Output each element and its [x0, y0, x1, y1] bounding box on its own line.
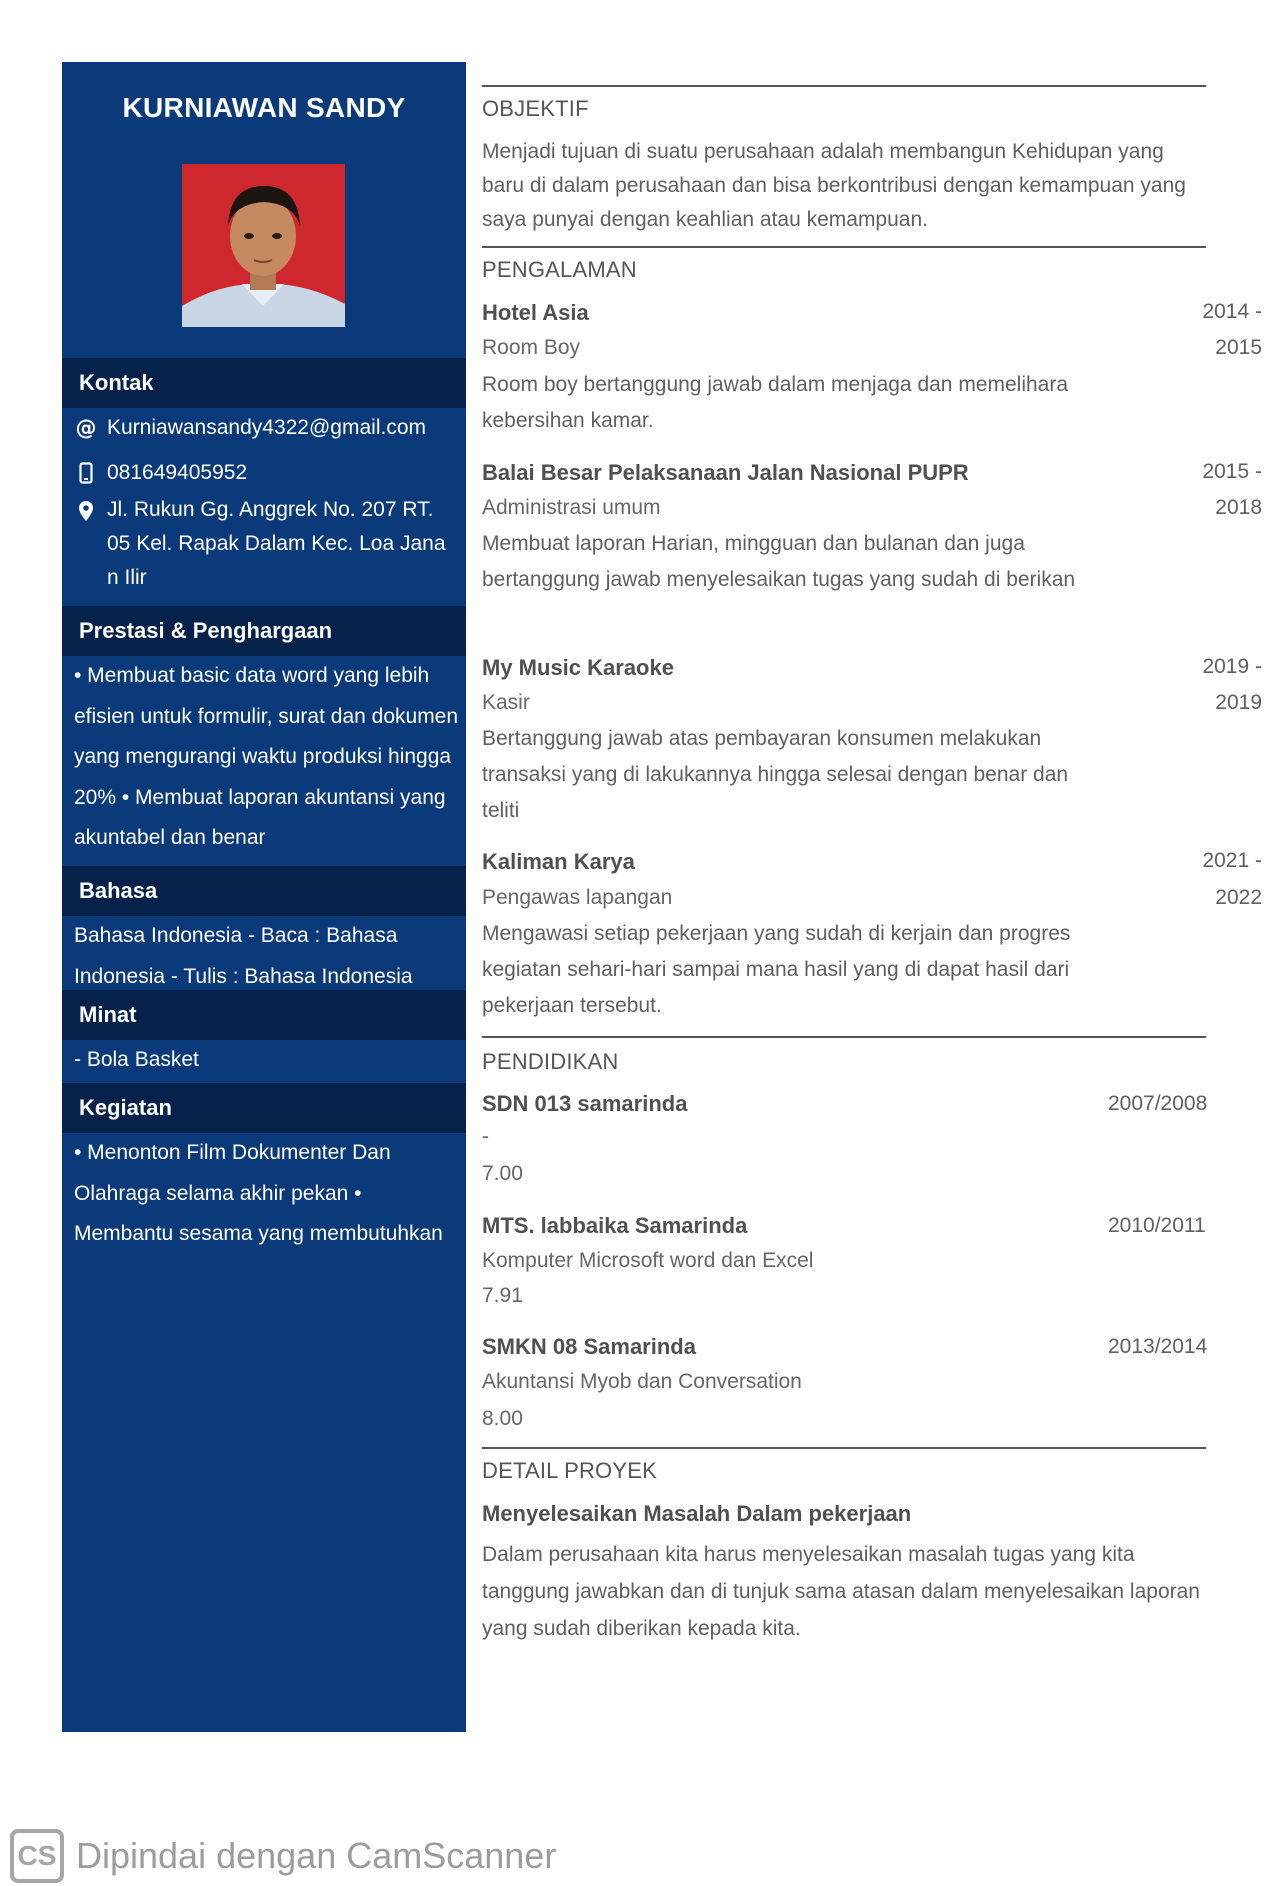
- education-major: -: [482, 1125, 489, 1148]
- interests-text: - Bola Basket: [74, 1048, 199, 1071]
- education-major: Akuntansi Myob dan Conversation: [482, 1370, 802, 1393]
- education-year: 2007/2008: [1108, 1092, 1208, 1115]
- education-major: Komputer Microsoft word dan Excel: [482, 1249, 814, 1272]
- experience-company: Kaliman Karya: [482, 849, 635, 874]
- profile-name: KURNIAWAN SANDY: [122, 92, 406, 123]
- achievements-heading: Prestasi & Penghargaan: [62, 606, 466, 656]
- watermark-text: Dipindai dengan CamScanner: [76, 1835, 557, 1876]
- education-score: 8.00: [482, 1407, 523, 1430]
- education-score: 7.00: [482, 1162, 523, 1185]
- main-content: [482, 0, 1262, 1700]
- location-pin-icon: [74, 491, 98, 531]
- achievements-text: • Membuat basic data word yang lebih efisien untuk formulir, surat dan dokumen yang mengurangi waktu produksi hingga 20% • Membuat laporan akuntansi yang akuntabel dan benar: [74, 664, 459, 849]
- experience-start: 2019 -: [1202, 655, 1262, 678]
- education-school: MTS. labbaika Samarinda: [482, 1213, 748, 1238]
- objective-text: Menjadi tujuan di suatu perusahaan adalah membangun Kehidupan yang baru di dalam perusahaan dan bisa berkontribusi dengan kemampuan yang saya punyai dengan keahlian atau kemampuan.: [482, 140, 1186, 231]
- profile-photo: [182, 164, 345, 327]
- education-school: SMKN 08 Samarinda: [482, 1334, 696, 1359]
- experience-desc: Mengawasi setiap pekerjaan yang sudah di kerjain dan progres kegiatan sehari-hari sampai mana hasil yang di dapat hasil dari pekerjaan tersebut.: [482, 922, 1071, 1017]
- svg-text:@: @: [75, 417, 97, 439]
- languages-text: Bahasa Indonesia - Baca : Bahasa Indonesia - Tulis : Bahasa Indonesia: [74, 924, 413, 988]
- education-year: 2010/2011: [1108, 1214, 1206, 1237]
- camscanner-watermark: [10, 1826, 556, 1886]
- interests-heading: Minat: [62, 990, 466, 1040]
- languages-heading: Bahasa: [62, 866, 466, 916]
- education-score: 7.91: [482, 1284, 523, 1307]
- divider: [482, 246, 1206, 248]
- experience-company: Balai Besar Pelaksanaan Jalan Nasional PUPR: [482, 460, 969, 485]
- at-icon: [74, 408, 98, 448]
- education-school: SDN 013 samarinda: [482, 1091, 688, 1116]
- experience-end: 2022: [1215, 886, 1262, 909]
- experience-end: 2018: [1215, 496, 1262, 519]
- phone-icon: [74, 453, 98, 493]
- divider: [482, 85, 1206, 87]
- experience-end: 2019: [1215, 691, 1262, 714]
- experience-role: Kasir: [482, 691, 530, 714]
- experience-company: Hotel Asia: [482, 300, 589, 325]
- experience-start: 2015 -: [1202, 460, 1262, 483]
- education-year: 2013/2014: [1108, 1335, 1208, 1358]
- divider: [482, 1036, 1206, 1038]
- experience-desc: Room boy bertanggung jawab dalam menjaga dan memelihara kebersihan kamar.: [482, 373, 1069, 432]
- email-text: Kurniawansandy4322@gmail.com: [107, 416, 426, 439]
- divider: [482, 1447, 1206, 1449]
- objective-heading: OBJEKTIF: [482, 96, 589, 121]
- camscanner-logo-icon: CS: [10, 1829, 64, 1883]
- experience-start: 2021 -: [1202, 849, 1262, 872]
- experience-end: 2015: [1215, 336, 1262, 359]
- experience-company: My Music Karaoke: [482, 655, 674, 680]
- contact-heading: Kontak: [62, 358, 466, 408]
- sidebar: [62, 62, 466, 1732]
- activities-text: • Menonton Film Dokumenter Dan Olahraga selama akhir pekan • Membantu sesama yang membutuhkan: [74, 1141, 443, 1245]
- experience-desc: Bertanggung jawab atas pembayaran konsumen melakukan transaksi yang di lakukannya hingga selesai dengan benar dan teliti: [482, 727, 1069, 822]
- project-desc: Dalam perusahaan kita harus menyelesaikan masalah tugas yang kita tanggung jawabkan dan di tunjuk sama atasan dalam menyelesaikan laporan yang sudah diberikan kepada kita.: [482, 1543, 1200, 1640]
- experience-start: 2014 -: [1202, 300, 1262, 323]
- experience-role: Pengawas lapangan: [482, 886, 673, 909]
- education-heading: PENDIDIKAN: [482, 1049, 619, 1074]
- experience-role: Administrasi umum: [482, 496, 661, 519]
- experience-desc: Membuat laporan Harian, mingguan dan bulanan dan juga bertanggung jawab menyelesaikan tugas yang sudah di berikan: [482, 532, 1076, 591]
- experience-role: Room Boy: [482, 336, 581, 359]
- phone-text: 081649405952: [107, 461, 248, 484]
- address-text: Jl. Rukun Gg. Anggrek No. 207 RT. 05 Kel. Rapak Dalam Kec. Loa Jana n Ilir: [107, 498, 446, 589]
- project-heading: DETAIL PROYEK: [482, 1458, 657, 1483]
- activities-heading: Kegiatan: [62, 1083, 466, 1133]
- project-title: Menyelesaikan Masalah Dalam pekerjaan: [482, 1501, 912, 1526]
- experience-heading: PENGALAMAN: [482, 257, 637, 282]
